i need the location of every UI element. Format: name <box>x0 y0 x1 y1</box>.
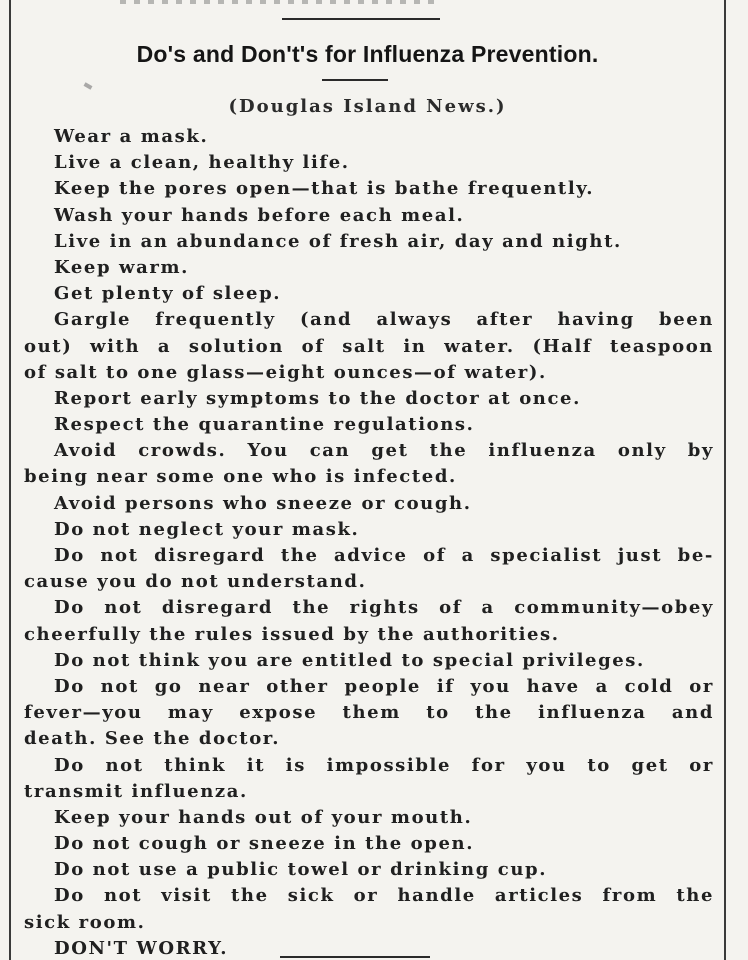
body-line: Keep the pores open—that is bathe frequently. <box>54 178 595 200</box>
bottom-divider-rule <box>280 956 430 958</box>
body-line: Keep warm. <box>54 256 189 278</box>
article-body <box>24 124 714 960</box>
top-divider-rule <box>282 18 440 20</box>
body-line: being near some one who is infected. <box>24 466 457 488</box>
body-line: Wear a mask. <box>54 126 209 147</box>
body-line: Do not disregard the advice of a specialist just be- <box>54 545 714 566</box>
body-line: cause you do not understand. <box>24 571 367 593</box>
body-line: Wash your hands before each meal. <box>54 204 465 226</box>
body-line: of salt to one glass—eight ounces—of water). <box>24 361 547 383</box>
body-line: Do not disregard the rights of a community—obey <box>54 597 714 619</box>
body-line: Do not think it is impossible for you to get or <box>54 754 714 776</box>
left-column-rule <box>9 0 11 960</box>
print-speck <box>84 82 93 89</box>
body-line: Do not use a public towel or drinking cup. <box>54 859 548 881</box>
body-line: Report early symptoms to the doctor at once. <box>54 387 581 409</box>
body-line: fever—you may expose them to the influenza and <box>24 702 714 724</box>
headline-divider-rule <box>322 79 388 81</box>
body-line: out) with a solution of salt in water. (Half teaspoon <box>24 335 714 357</box>
body-line: Do not think you are entitled to special privileges. <box>54 649 645 671</box>
body-line: Do not visit the sick or handle articles from the <box>54 885 714 907</box>
body-line: DON'T WORRY. <box>54 937 229 959</box>
body-line: Gargle frequently (and always after having been <box>54 309 714 331</box>
body-line: transmit influenza. <box>24 780 248 802</box>
body-line: Get plenty of sleep. <box>54 283 282 305</box>
body-line: cheerfully the rules issued by the authorities. <box>24 623 560 645</box>
article-source: (Douglas Island News.) <box>228 96 507 117</box>
body-line: Live in an abundance of fresh air, day and night. <box>54 230 622 252</box>
body-line: Do not go near other people if you have a cold or <box>54 675 714 697</box>
top-cropped-text-fragment <box>120 0 440 4</box>
body-line: Avoid crowds. You can get the influenza only by <box>54 440 714 462</box>
right-column-rule <box>724 0 726 960</box>
body-line: sick room. <box>24 911 146 933</box>
body-line: Do not neglect your mask. <box>54 518 360 540</box>
body-line: Keep your hands out of your mouth. <box>54 806 473 828</box>
body-line: Do not cough or sneeze in the open. <box>54 833 475 855</box>
body-line: Avoid persons who sneeze or cough. <box>54 492 472 514</box>
body-line: death. See the doctor. <box>24 728 281 750</box>
body-line: Live a clean, healthy life. <box>54 152 350 174</box>
article-headline: Do's and Don't's for Influenza Prevention. <box>136 41 599 67</box>
body-line: Respect the quarantine regulations. <box>54 414 475 436</box>
